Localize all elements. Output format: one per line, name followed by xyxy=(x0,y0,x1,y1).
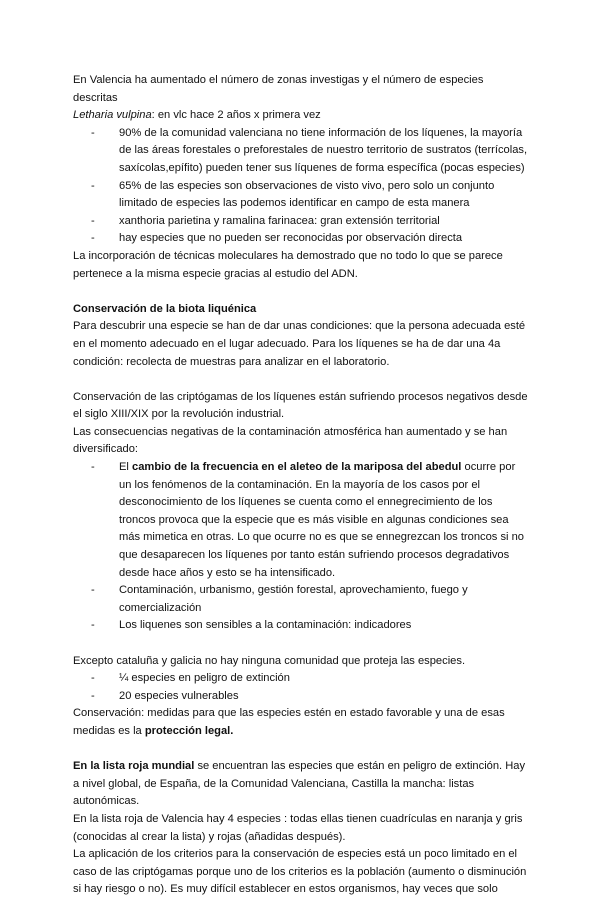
list-item: - Los liquenes son sensibles a la contaminación: indicadores xyxy=(73,617,529,635)
list-item: - ¼ especies en peligro de extinción xyxy=(73,670,529,688)
status-list xyxy=(73,670,529,705)
list-item: - 20 especies vulnerables xyxy=(73,688,529,706)
list-item: - hay especies que no pueden ser reconocidas por observación directa xyxy=(73,230,529,248)
section-heading: Conservación de la biota liquénica xyxy=(73,302,257,315)
conditions-paragraph: Para descubrir una especie se han de dar unas condiciones: que la persona adecuada esté en el momento adecuado en el lugar adecuado. Para los líquenes se ha de dar una 4a condición: recolecta de muestras para analizar en el laboratorio. xyxy=(73,320,526,368)
conservation-paragraph: Conservación: medidas para que las especies estén en estado favorable y una de esas medidas es la protección legal. xyxy=(73,707,505,737)
molecular-paragraph: La incorporación de técnicas moleculares ha demostrado que no todo lo que se parece pertenece a la misma especie gracias al estudio del ADN. xyxy=(73,249,503,280)
criptogamas-paragraph: Conservación de las criptógamas de los líquenes están sufriendo procesos negativos desde el siglo XIII/XIX por la revolución industrial. xyxy=(73,390,528,421)
findings-list xyxy=(73,125,529,248)
document-body xyxy=(73,72,529,899)
consequences-paragraph: Las consecuencias negativas de la contaminación atmosférica han aumentado y se han diversificado: xyxy=(73,425,508,456)
intro-paragraph: En Valencia ha aumentado el número de zonas investigas y el número de especies descritas xyxy=(73,74,484,104)
bold-phrase: protección legal. xyxy=(144,724,234,737)
bold-phrase: cambio de la frecuencia en el aleteo de la mariposa del abedul xyxy=(132,461,462,474)
species-line xyxy=(73,107,529,125)
list-item: - 90% de la comunidad valenciana no tiene información de los líquenes, la mayoría de las áreas forestales o preforestales de nuestro territorio de sustratos (terrícolas, saxícolas,epífito) pueden tener sus líquenes de forma específica (pocas especies) xyxy=(73,125,529,178)
bold-phrase: En la lista roja mundial xyxy=(73,760,195,773)
species-note: : en vlc hace 2 años x primera vez xyxy=(151,109,321,122)
red-list-paragraph: En la lista roja mundial se encuentran las especies que están en peligro de extinción. Hay a nivel global, de España, de la Comunidad Valenciana, Castilla la mancha: listas autonómicas. xyxy=(73,760,526,808)
criteria-paragraph: La aplicación de los criterios para la conservación de especies está un poco limitado en el caso de las criptógamas porque uno de los criterios es la población (aumento o disminución si hay riesgo o no). Es muy difícil establecer en estos organismos, hay veces que solo xyxy=(73,848,527,896)
protection-paragraph: Excepto cataluña y galicia no hay ninguna comunidad que proteja las especies. xyxy=(73,654,466,667)
list-item: - xanthoria parietina y ramalina farinacea: gran extensión territorial xyxy=(73,213,529,231)
list-item: - 65% de las especies son observaciones de visto vivo, pero solo un conjunto limitado de especies las podemos identificar en campo de esta manera xyxy=(73,178,529,213)
valencia-list-paragraph: En la lista roja de Valencia hay 4 especies : todas ellas tienen cuadrículas en naranja y gris (conocidas al crear la lista) y rojas (añadidas después). xyxy=(73,812,523,843)
species-name: Letharia vulpina xyxy=(73,109,152,122)
list-item: - El cambio de la frecuencia en el aleteo de la mariposa del abedul ocurre por un los fenómenos de la contaminación. En la mayoría de los casos por el desconocimiento de los líquenes se cuenta como el ennegrecimiento de los troncos provoca que la especie que es más visible en algunas condiciones sea más mimetica en otras. Lo que ocurre no es que se ennegrezcan los troncos si no que desaparecen los líquenes por tanto están sufriendo procesos degradativos desde hace años y esto se ha intensificado. xyxy=(73,459,529,582)
list-item: - Contaminación, urbanismo, gestión forestal, aprovechamiento, fuego y comercialización xyxy=(73,582,529,617)
consequences-list xyxy=(73,459,529,635)
